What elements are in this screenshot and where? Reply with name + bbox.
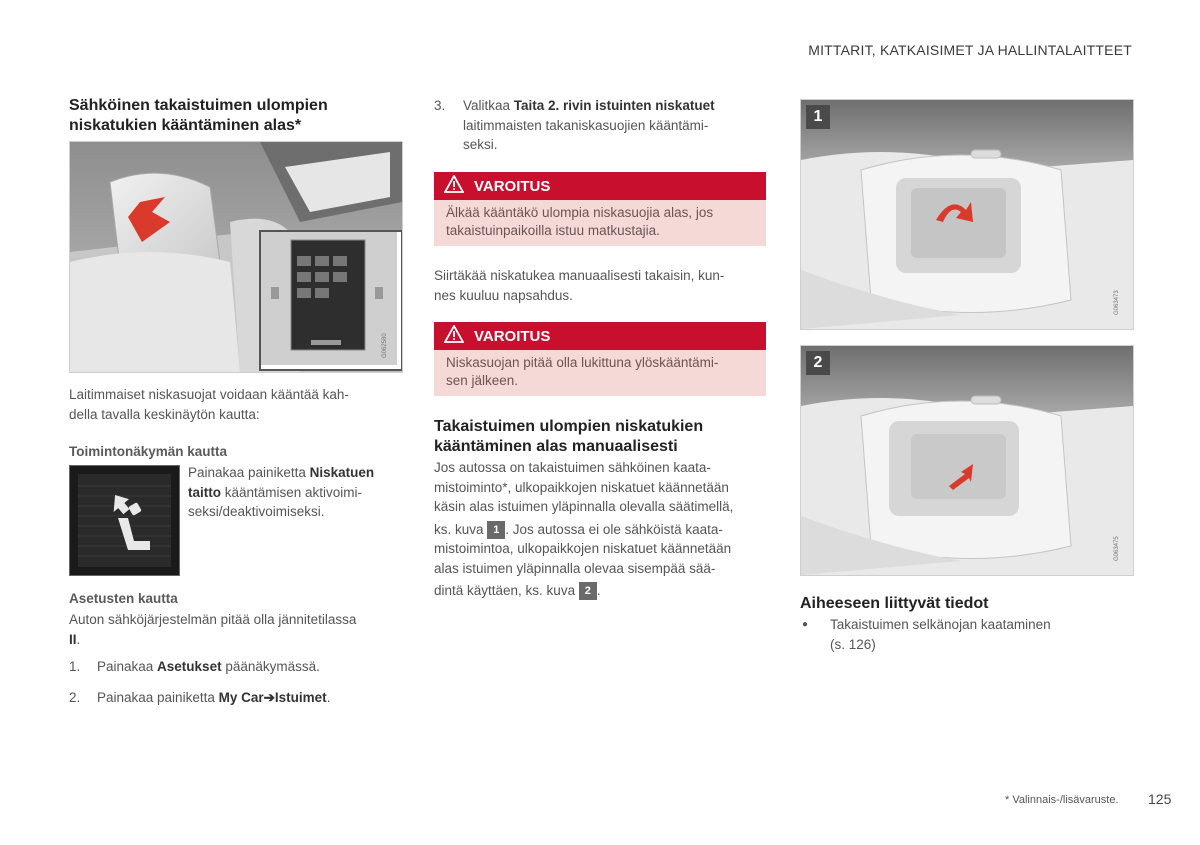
footnote: * Valinnais-/lisävaruste.: [1005, 794, 1119, 806]
figure-1: [800, 99, 1134, 330]
warning-title: VAROITUS: [474, 177, 551, 195]
function-view-text: [188, 463, 374, 522]
voltage-level: II: [69, 631, 77, 647]
figure-ref-badge: 1: [487, 521, 505, 539]
text-span: ks. kuva: [434, 521, 488, 537]
related-info-list: [800, 615, 1051, 654]
text-line: Siirtäkää niskatukea manuaalisesti takaisin, kun-: [434, 268, 725, 283]
text-line: alas istuimen yläpinnalla olevaa sisempää sää-: [434, 560, 716, 576]
section-heading-manual: [434, 417, 703, 457]
warning-triangle-icon: [444, 175, 464, 197]
text-span: .: [596, 583, 601, 598]
step-number: 1.: [69, 659, 81, 674]
text-line: (s. 126): [830, 636, 876, 652]
text-line: nes kuuluu napsahdus.: [434, 287, 573, 303]
step-1: [69, 657, 409, 677]
text-line: sen jälkeen.: [446, 373, 519, 388]
text-line: [69, 630, 356, 650]
text-span: .: [76, 631, 81, 647]
text-span: Valitkaa: [463, 98, 514, 113]
figure-ref-badge: 2: [579, 582, 597, 600]
headrest-release-electric-illustration: [801, 100, 1133, 329]
figure-code: G063475: [1114, 536, 1120, 561]
text-line: laitimmaisten takaniskasuojien kääntämi-: [463, 117, 709, 133]
step-2: [69, 688, 409, 708]
text-line: [188, 483, 374, 503]
text-line: takaistuinpaikoilla istuu matkustajia.: [446, 223, 660, 238]
figure-2: [800, 345, 1134, 576]
text-line: seksi/deaktivoimiseksi.: [188, 504, 325, 519]
figure-badge: 2: [806, 351, 830, 375]
subheading-settings: Asetusten kautta: [69, 591, 178, 606]
button-name: taitto: [188, 484, 221, 500]
text-line: della tavalla keskinäytön kautta:: [69, 406, 260, 422]
section-heading-electric: [69, 96, 328, 136]
text-line: [188, 463, 374, 483]
warning-title: VAROITUS: [474, 327, 551, 345]
warning-header: [434, 172, 766, 200]
text-span: kääntämisen aktivoimi-: [221, 484, 363, 500]
heading-line: niskatukien kääntäminen alas*: [69, 117, 302, 134]
warning-body: [434, 200, 766, 246]
text-span: Painakaa: [97, 659, 158, 674]
intro-paragraph: [69, 385, 349, 424]
text-span: päänäkymässä.: [221, 659, 320, 674]
related-link-text: [830, 615, 1051, 654]
bullet: ●: [802, 619, 809, 630]
page-number: 125: [1148, 791, 1172, 807]
text-line: mistoimintoa, ulkopaikkojen niskatuet käännetään: [434, 541, 732, 556]
section-header: MITTARIT, KATKAISIMET JA HALLINTALAITTEET: [808, 42, 1132, 58]
headrest-fold-button[interactable]: [69, 465, 180, 576]
text-line: Älkää kääntäkö ulompia niskasuojia alas, jos: [446, 205, 714, 220]
text-line: Laitimmaiset niskasuojat voidaan kääntää kah-: [69, 387, 349, 402]
step-3: [434, 96, 774, 155]
text-line: Jos autossa on takaistuimen sähköinen kaata-: [434, 460, 711, 475]
return-paragraph: [434, 266, 724, 305]
figure-code: G062580: [382, 333, 388, 358]
text-line: käsin alas istuimen yläpinnalla olevalla säätimellä,: [434, 499, 734, 514]
text-line: Auton sähköjärjestelmän pitää olla jännitetilassa: [69, 612, 357, 627]
text-line: Takaistuimen selkänojan kaataminen: [830, 617, 1051, 632]
menu-name: My Car: [218, 690, 264, 705]
settings-text: [69, 610, 356, 649]
headrest-release-manual-illustration: [801, 346, 1133, 575]
step-number: 3.: [434, 98, 446, 113]
headrest-fold-icon: [70, 466, 179, 575]
figure-code: G063473: [1114, 290, 1120, 315]
text-line: Niskasuojan pitää olla lukittuna ylöskääntämi-: [446, 355, 719, 370]
heading-line: Takaistuimen ulompien niskatukien: [434, 418, 704, 435]
text-line: [434, 96, 774, 116]
menu-name: Istuimet: [274, 690, 327, 705]
warning-body: [434, 350, 766, 396]
option-name: Taita 2. rivin istuinten niskatuet: [513, 98, 715, 113]
heading-line: kääntäminen alas manuaalisesti: [434, 438, 678, 455]
text-line: mistoiminto*, ulkopaikkojen niskatuet käännetään: [434, 479, 729, 495]
text-span: Painakaa painiketta: [188, 465, 310, 480]
warning-header: [434, 322, 766, 350]
warning-triangle-icon: [444, 325, 464, 347]
related-link[interactable]: [800, 615, 1051, 654]
manual-paragraph: [434, 458, 774, 601]
figure-badge: 1: [806, 105, 830, 129]
text-line: [434, 581, 774, 601]
subheading-function-view: Toimintonäkymän kautta: [69, 444, 228, 459]
text-line: [434, 520, 774, 540]
text-span: .: [326, 690, 331, 705]
text-line: seksi.: [463, 137, 498, 152]
rear-seat-figure: [69, 141, 403, 373]
text-span: dintä käyttäen, ks. kuva: [434, 583, 579, 598]
text-span: . Jos autossa ei ole sähköistä kaata-: [505, 521, 723, 537]
text-span: Painakaa painiketta: [97, 690, 219, 705]
warning-box-1: [434, 172, 766, 246]
related-info-heading: Aiheeseen liittyvät tiedot: [800, 595, 989, 612]
button-name: Niskatuen: [309, 465, 375, 480]
arrow-icon: ➔: [263, 690, 275, 705]
warning-box-2: [434, 322, 766, 396]
step-number: 2.: [69, 690, 81, 705]
menu-name: Asetukset: [157, 659, 222, 674]
heading-line: Sähköinen takaistuimen ulompien: [69, 97, 328, 114]
center-display-illustration: [261, 232, 397, 365]
